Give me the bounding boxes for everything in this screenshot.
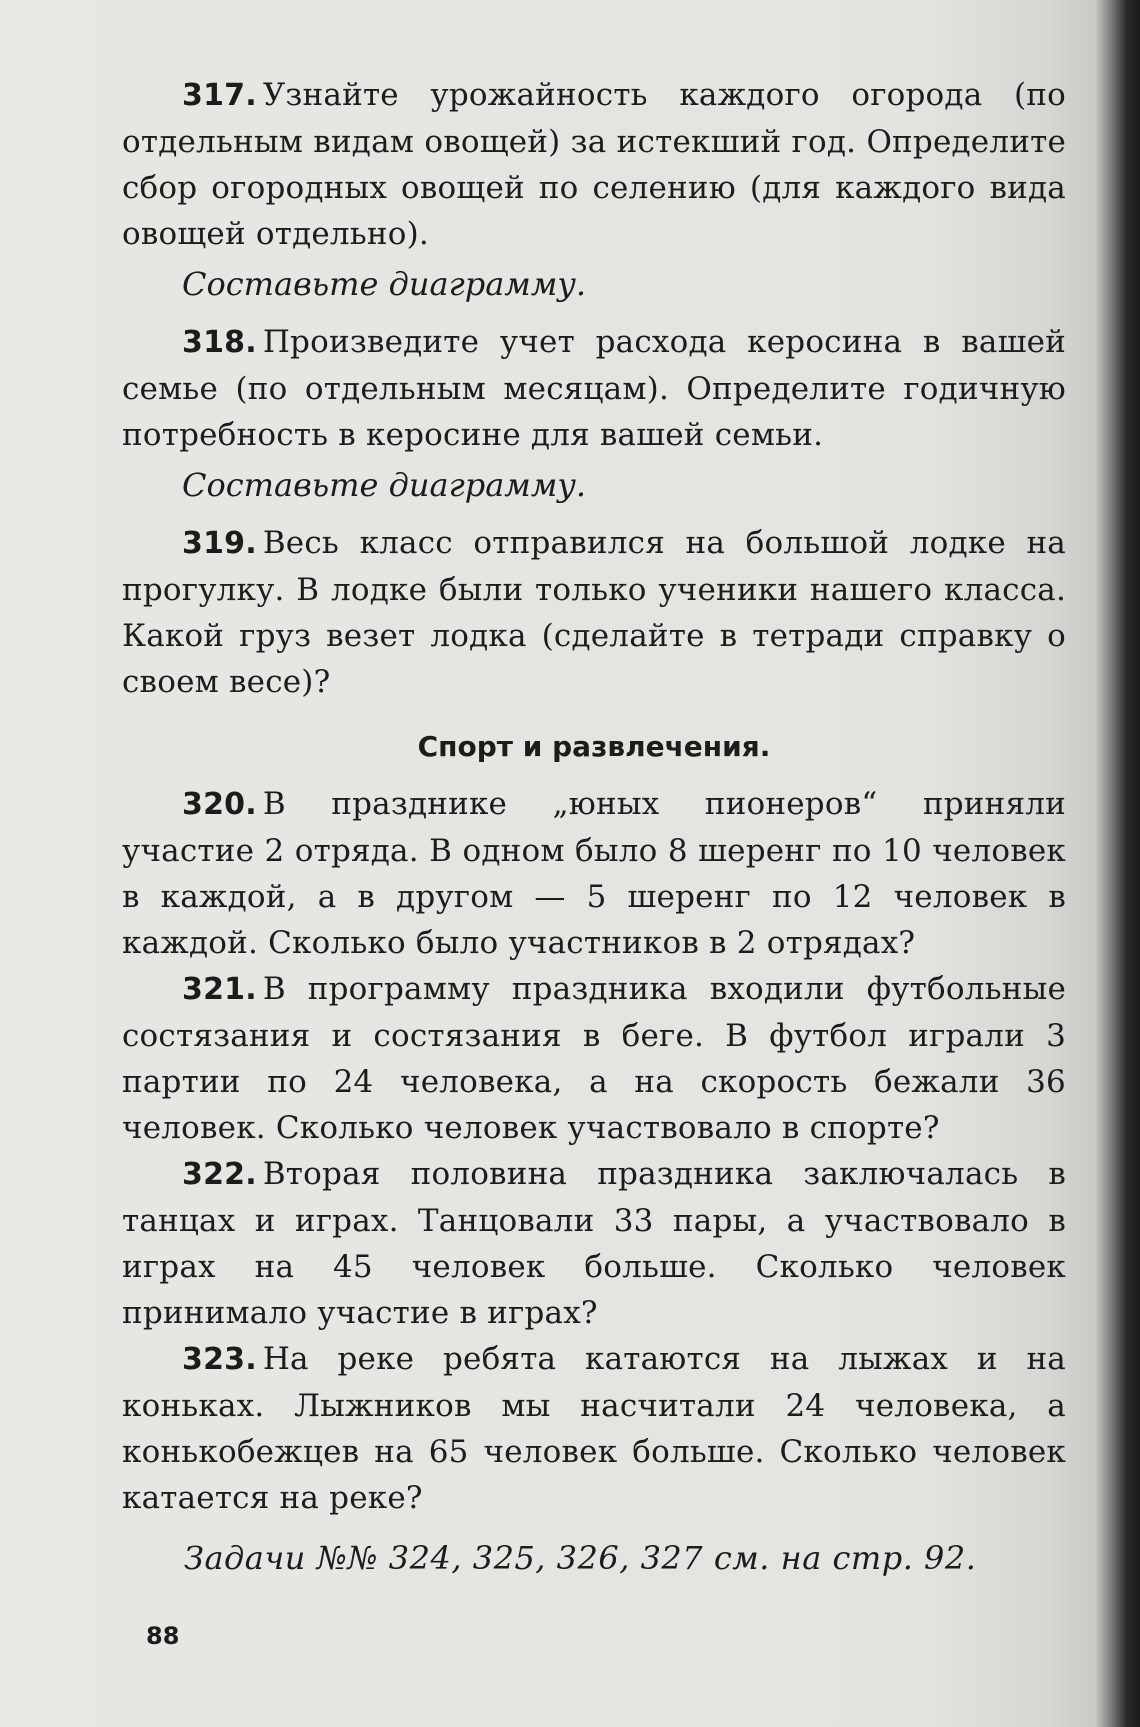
problem-number: 321. <box>182 972 257 1007</box>
problem-number: 323. <box>182 1342 257 1377</box>
problem-320 <box>122 781 1066 966</box>
page-number: 88 <box>146 1622 180 1650</box>
cross-reference: Задачи №№ 324, 325, 326, 327 см. на стр. 92. <box>184 1539 977 1577</box>
problem-number: 318. <box>182 325 257 360</box>
problem-text: На реке ребята катаются на лыжах и на коньках. Лыжников мы насчитали 24 человека, а конькобежцев на 65 человек больше. Сколько человек катается на реке? <box>122 1341 1066 1516</box>
book-spine-shadow <box>1096 0 1140 1727</box>
page-text-block <box>122 72 1066 1581</box>
problem-317-note: Составьте диаграмму. <box>182 265 587 303</box>
section-heading: Спорт и развлечения. <box>417 730 771 763</box>
problem-319 <box>122 520 1066 705</box>
problem-text: В празднике „юных пионеров“ приняли участие 2 отряда. В одном было 8 шеренг по 10 человек в каждой, а в другом — 5 шеренг по 12 человек в каждой. Сколько было участников в 2 отрядах? <box>122 786 1066 961</box>
problem-322 <box>122 1151 1066 1336</box>
problem-text: Вторая половина праздника заключалась в танцах и играх. Танцовали 33 пары, а участвовало в играх на 45 человек больше. Сколько человек принимало участие в играх? <box>122 1156 1066 1331</box>
problem-318 <box>122 319 1066 458</box>
problem-317 <box>122 72 1066 257</box>
problem-321 <box>122 966 1066 1151</box>
problem-number: 320. <box>182 787 257 822</box>
problem-318-note: Составьте диаграмму. <box>182 466 587 504</box>
problem-number: 319. <box>182 526 257 561</box>
problem-number: 317. <box>182 78 257 113</box>
problem-number: 322. <box>182 1157 257 1192</box>
problem-text: Весь класс отправился на большой лодке на прогулку. В лодке были только ученики нашего класса. Какой груз везет лодка (сделайте в тетради справку о своем весе)? <box>122 525 1066 700</box>
problem-text: Произведите учет расхода керосина в вашей семье (по отдельным месяцам). Определите годичную потребность в керосине для вашей семьи. <box>122 324 1066 453</box>
problem-323 <box>122 1336 1066 1521</box>
problem-text: Узнайте урожайность каждого огорода (по отдельным видам овощей) за истекший год. Определите сбор огородных овощей по селению (для каждого вида овощей отдельно). <box>122 77 1066 252</box>
problem-text: В программу праздника входили футбольные состязания и состязания в беге. В футбол играли 3 партии по 24 человека, а на скорость бежали 36 человек. Сколько человек участвовало в спорте? <box>122 971 1066 1146</box>
